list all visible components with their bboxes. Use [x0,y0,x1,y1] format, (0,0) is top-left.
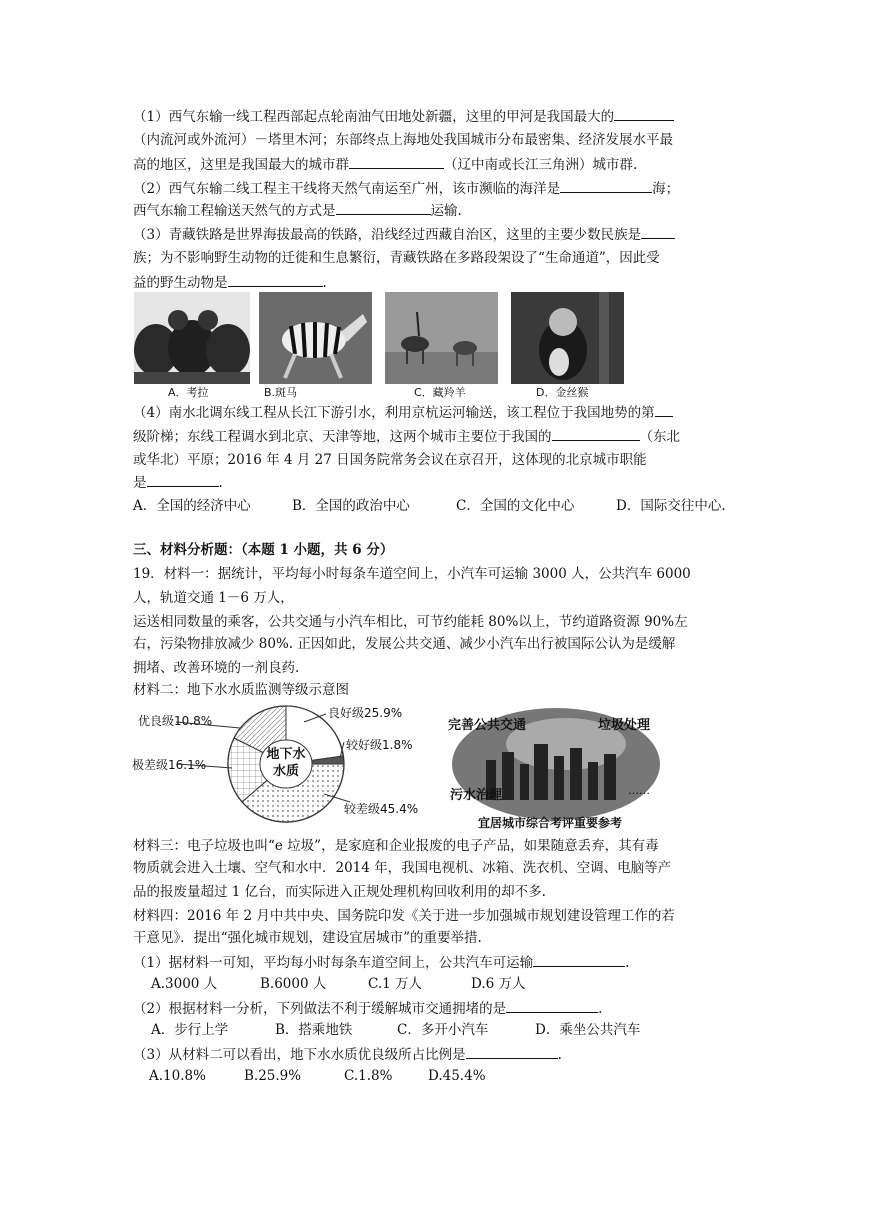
pie-label-excellent: 优良级10.8% [138,714,213,728]
q18-part4-line2: 级阶梯；东线工程调水到北京、天津等地，这两个城市主要位于我国的 （东北 [133,426,680,447]
q3-option-a[interactable]: A.10.8% [149,1068,206,1084]
pie-center-label: 地下水 水质 [266,747,306,779]
caption-antelope: C．藏羚羊 [414,386,466,399]
collage-label-transit: 完善公共交通 [448,718,527,733]
q18-part4-line3: 或华北）平原；2016 年 4 月 27 日国务院常务会议在京召开，这体现的北京城市职能 [133,452,647,468]
answer-blank[interactable] [336,200,431,215]
q18-part2-line1: （2）西气东输二线工程主干线将天然气南运至广州，该市濒临的海洋是 海； [133,178,679,199]
koala-photo[interactable] [134,292,250,384]
collage-dots: …… [628,784,650,797]
pie-label-fair: 较好级1.8% [346,738,413,752]
material4-line1: 材料四：2016 年 2 月中共中央、国务院印发《关于进一步加强城市规划建设管理工作的若 [133,908,675,924]
q1-option-c[interactable]: C.1 万人 [368,976,423,992]
caption-zebra: B.斑马 [264,386,298,399]
pie-label-poor: 较差级45.4% [344,802,419,816]
section-3-title: 三、材料分析题：（本题 1 小题，共 6 分） [133,542,394,558]
answer-blank[interactable] [228,272,323,287]
q2-option-c[interactable]: C．多开小汽车 [397,1022,489,1038]
caption-koala: A．考拉 [168,386,209,399]
answer-blank[interactable] [552,426,640,441]
material1-line3: 运送相同数量的乘客，公共交通与小汽车相比，可节约能耗 80%以上，节约道路资源 90%左 [133,614,688,630]
golden-monkey-photo[interactable] [511,292,624,384]
answer-blank[interactable] [560,178,652,193]
q2-option-d[interactable]: D．乘坐公共汽车 [535,1022,641,1038]
collage-label-sewage: 污水治理 [450,788,503,803]
option-a[interactable]: A．全国的经济中心 [133,498,251,514]
tibetan-antelope-photo[interactable] [385,292,498,384]
option-d[interactable]: D．国际交往中心. [616,498,726,514]
q18-part3-line3: 益的野生动物是 . [133,272,327,293]
q3-option-c[interactable]: C.1.8% [344,1068,393,1084]
material3-line1: 材料三：电子垃圾也叫“e 垃圾”，是家庭和企业报废的电子产品，如果随意丢弃，其有毒 [133,838,659,854]
q18-part1-line2: （内流河或外流河）－塔里木河；东部终点上海地处我国城市分布最密集、经济发展水平最 [133,132,673,148]
collage-label-waste: 垃圾处理 [598,718,651,733]
question-1: （1）据材料一可知，平均每小时每条车道空间上，公共汽车可运输 . [133,952,629,973]
collage-caption: 宜居城市综合考评重要参考 [478,816,623,830]
option-b[interactable]: B．全国的政治中心 [292,498,410,514]
pie-label-very-poor: 极差级16.1% [132,758,207,772]
q18-part3-line1: （3）青藏铁路是世界海拔最高的铁路，沿线经过西藏自治区，这里的主要少数民族是 [133,224,675,245]
answer-blank[interactable] [147,472,219,487]
material1-line5: 拥堵、改善环境的一剂良药. [133,660,300,676]
question-3: （3）从材料二可以看出，地下水水质优良级所占比例是 . [133,1044,562,1065]
q3-option-d[interactable]: D.45.4% [428,1068,486,1084]
answer-blank[interactable] [533,952,625,967]
option-c[interactable]: C．全国的文化中心 [456,498,575,514]
q3-option-b[interactable]: B.25.9% [244,1068,302,1084]
q1-option-a[interactable]: A.3000 人 [151,976,218,992]
q2-option-b[interactable]: B．搭乘地铁 [275,1022,353,1038]
zebra-photo[interactable] [259,292,372,384]
material1-line2: 人，轨道交通 1－6 万人， [133,590,294,606]
material1-line1: 19．材料一：据统计，平均每小时每条车道空间上，小汽车可运输 3000 人，公共汽车 6000 [133,566,691,582]
answer-blank[interactable] [349,154,444,169]
q1-option-b[interactable]: B.6000 人 [260,976,327,992]
answer-blank[interactable] [506,998,598,1013]
q18-part3-line2: 族；为不影响野生动物的迁徙和生息繁衍，青藏铁路在多路段架设了“生命通道”，因此受 [133,250,660,266]
q18-part1-line3: 高的地区，这里是我国最大的城市群 （辽中南或长江三角洲）城市群. [133,154,637,175]
q18-part2-line2: 西气东输工程输送天然气的方式是 运输. [133,200,462,221]
material1-line4: 右，污染物排放减少 80%. 正因如此，发展公共交通、减少小汽车出行被国际公认为是缓解 [133,636,676,652]
q18-part1-line1: （1）西气东输一线工程西部起点轮南油气田地处新疆，这里的甲河是我国最大的 [133,106,674,127]
answer-blank[interactable] [655,402,673,417]
q18-part4-line4: 是 . [133,472,223,493]
caption-monkey: D．金丝猴 [536,386,589,399]
question-2: （2）根据材料一分析，下列做法不利于缓解城市交通拥堵的是 . [133,998,602,1019]
material3-line3: 品的报废量超过 1 亿台，而实际进入正规处理机构回收利用的却不多. [133,884,546,900]
material2-title: 材料二：地下水水质监测等级示意图 [133,682,349,698]
q2-option-a[interactable]: A．步行上学 [151,1022,229,1038]
answer-blank[interactable] [614,106,674,121]
answer-blank[interactable] [466,1044,558,1059]
material3-line2: 物质就会进入土壤、空气和水中．2014 年，我国电视机、冰箱、洗衣机、空调、电脑等产 [133,860,672,876]
answer-blank[interactable] [641,224,675,239]
pie-label-good: 良好级25.9% [328,706,403,720]
q1-option-d[interactable]: D.6 万人 [471,976,526,992]
material4-line2: 干意见》．提出“强化城市规划，建设宜居城市”的重要举措. [133,930,482,946]
q18-part4-line1: （4）南水北调东线工程从长江下游引水，利用京杭运河输送，该工程位于我国地势的第 [133,402,673,423]
livable-city-collage [446,704,668,832]
